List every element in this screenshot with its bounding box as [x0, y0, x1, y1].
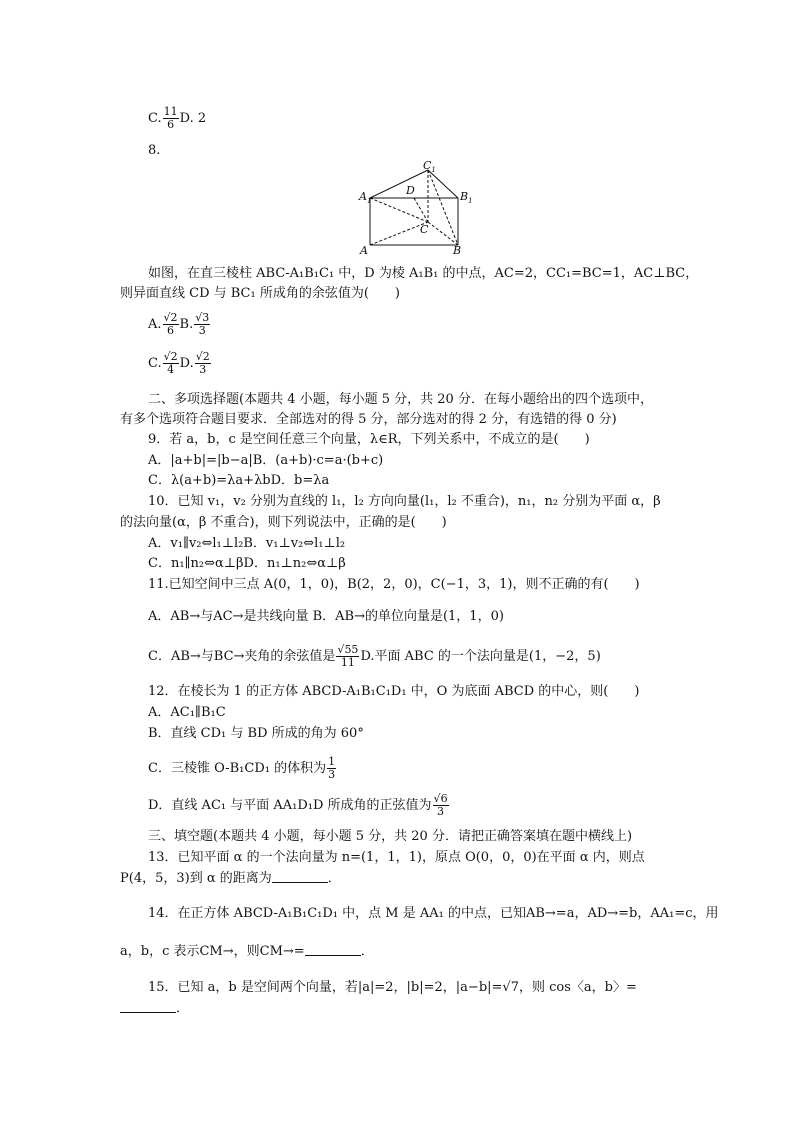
q7-option-d: D. 2 [179, 111, 207, 126]
q15-line2: ． [120, 1001, 189, 1017]
label-b: B [453, 244, 462, 255]
q12-option-d: D．直线 AC₁ 与平面 AA₁D₁D 所成角的正弦值为 $\frac{√6}{3}$ [148, 792, 448, 818]
q12-option-a: A．AC₁∥B₁C [148, 705, 226, 720]
q14-line2: a，b，c 表示CM→，则CM→= ． [120, 944, 374, 959]
q10-stem-line2: 的法向量(α，β 不重合)，则下列说法中，正确的是( ) [120, 515, 447, 530]
q8-options-ab: A. $\frac{√2}{6}$ B. $\frac{√3}{3}$ [148, 311, 210, 337]
q7-option-c: C. $\frac{11}{6}$ D. 2 [148, 105, 207, 131]
fraction: $\frac{11}{6}$ [163, 105, 178, 131]
q8-number: 8. [148, 143, 161, 158]
section2-heading-line1: 二、多项选择题(本题共 4 小题，每小题 5 分，共 20 分．在每小题给出的四个选项中， [148, 392, 653, 407]
section2-heading-line2: 有多个选项符合题目要求．全部选对的得 5 分，部分选对的得 2 分，有选错的得 0 分) [120, 412, 617, 427]
q12-option-c: C．三棱锥 O-B₁CD₁ 的体积为 $\frac{1}{3}$ [148, 755, 336, 781]
q9-options-cd: C．λ(a+b)=λa+λbD．b=λa [148, 473, 330, 488]
q8-prism-figure [350, 160, 480, 255]
q10-stem-line1: 10．已知 v₁，v₂ 分别为直线的 l₁，l₂ 方向向量(l₁，l₂ 不重合)，n₁，n₂ 分别为平面 α，β [148, 494, 661, 509]
q11-options-ab: A．AB→与AC→是共线向量 B．AB→的单位向量是(1，1，0) [148, 609, 504, 624]
q9-options-ab: A．|a+b|=|b−a|B．(a+b)·c=a·(b+c) [148, 453, 384, 468]
q13-line1: 13．已知平面 α 的一个法向量为 n=(1，1，1)，原点 O(0，0，0)在平面 α 内，则点 [148, 850, 645, 865]
answer-blank[interactable] [272, 882, 328, 883]
q10-options-ab: A．v₁∥v₂⇔l₁⊥l₂B．v₁⊥v₂⇔l₁⊥l₂ [148, 536, 346, 551]
q9-stem: 9．若 a，b，c 是空间任意三个向量，λ∈R，下列关系中，不成立的是( ) [148, 432, 590, 447]
q11-stem: 11.已知空间中三点 A(0，1，0)，B(2，2，0)，C(−1，3，1)，则不正确的有( ) [148, 577, 640, 592]
label-c1: $C_1$ [423, 160, 436, 174]
label-b1: $B_1$ [460, 190, 473, 205]
q15-line1: 15．已知 a，b 是空间两个向量，若|a|=2，|b|=2，|a−b|=√7，则 cos〈a，b〉= [148, 980, 637, 995]
q13-line2: P(4，5，3)到 α 的距离为 ． [120, 871, 341, 886]
q14-line1: 14．在正方体 ABCD-A₁B₁C₁D₁ 中，点 M 是 AA₁ 的中点，已知AB→=a，AD→=b，AA₁=c，用 [148, 906, 719, 921]
q8-options-cd: C. $\frac{√2}{4}$ D. $\frac{√2}{3}$ [148, 350, 210, 376]
q10-options-cd: C．n₁∥n₂⇔α⊥βD．n₁⊥n₂⇔α⊥β [148, 556, 346, 571]
label-d: D [406, 184, 415, 197]
label-a: A [360, 244, 368, 255]
label-a1: $A_1$ [359, 190, 372, 205]
label-c: C [420, 223, 429, 236]
answer-blank[interactable] [120, 1012, 176, 1013]
q11-options-cd: C．AB→与BC→夹角的余弦值是 $\frac{√55}{11}$ D.平面 ABC 的一个法向量是(1，−2，5) [148, 643, 601, 669]
answer-blank[interactable] [305, 955, 361, 956]
q12-stem: 12．在棱长为 1 的正方体 ABCD-A₁B₁C₁D₁ 中，O 为底面 ABCD 的中心，则( ) [148, 684, 640, 699]
q8-text-line1: 如图，在直三棱柱 ABC-A₁B₁C₁ 中，D 为棱 A₁B₁ 的中点，AC=2，CC₁=BC=1，AC⊥BC， [148, 266, 699, 281]
q12-option-b: B．直线 CD₁ 与 BD 所成的角为 60° [148, 726, 364, 741]
section3-heading: 三、填空题(本题共 4 小题，每小题 5 分，共 20 分．请把正确答案填在题中横线上) [148, 829, 633, 844]
q8-text-line2: 则异面直线 CD 与 BC₁ 所成角的余弦值为( ) [120, 286, 400, 301]
